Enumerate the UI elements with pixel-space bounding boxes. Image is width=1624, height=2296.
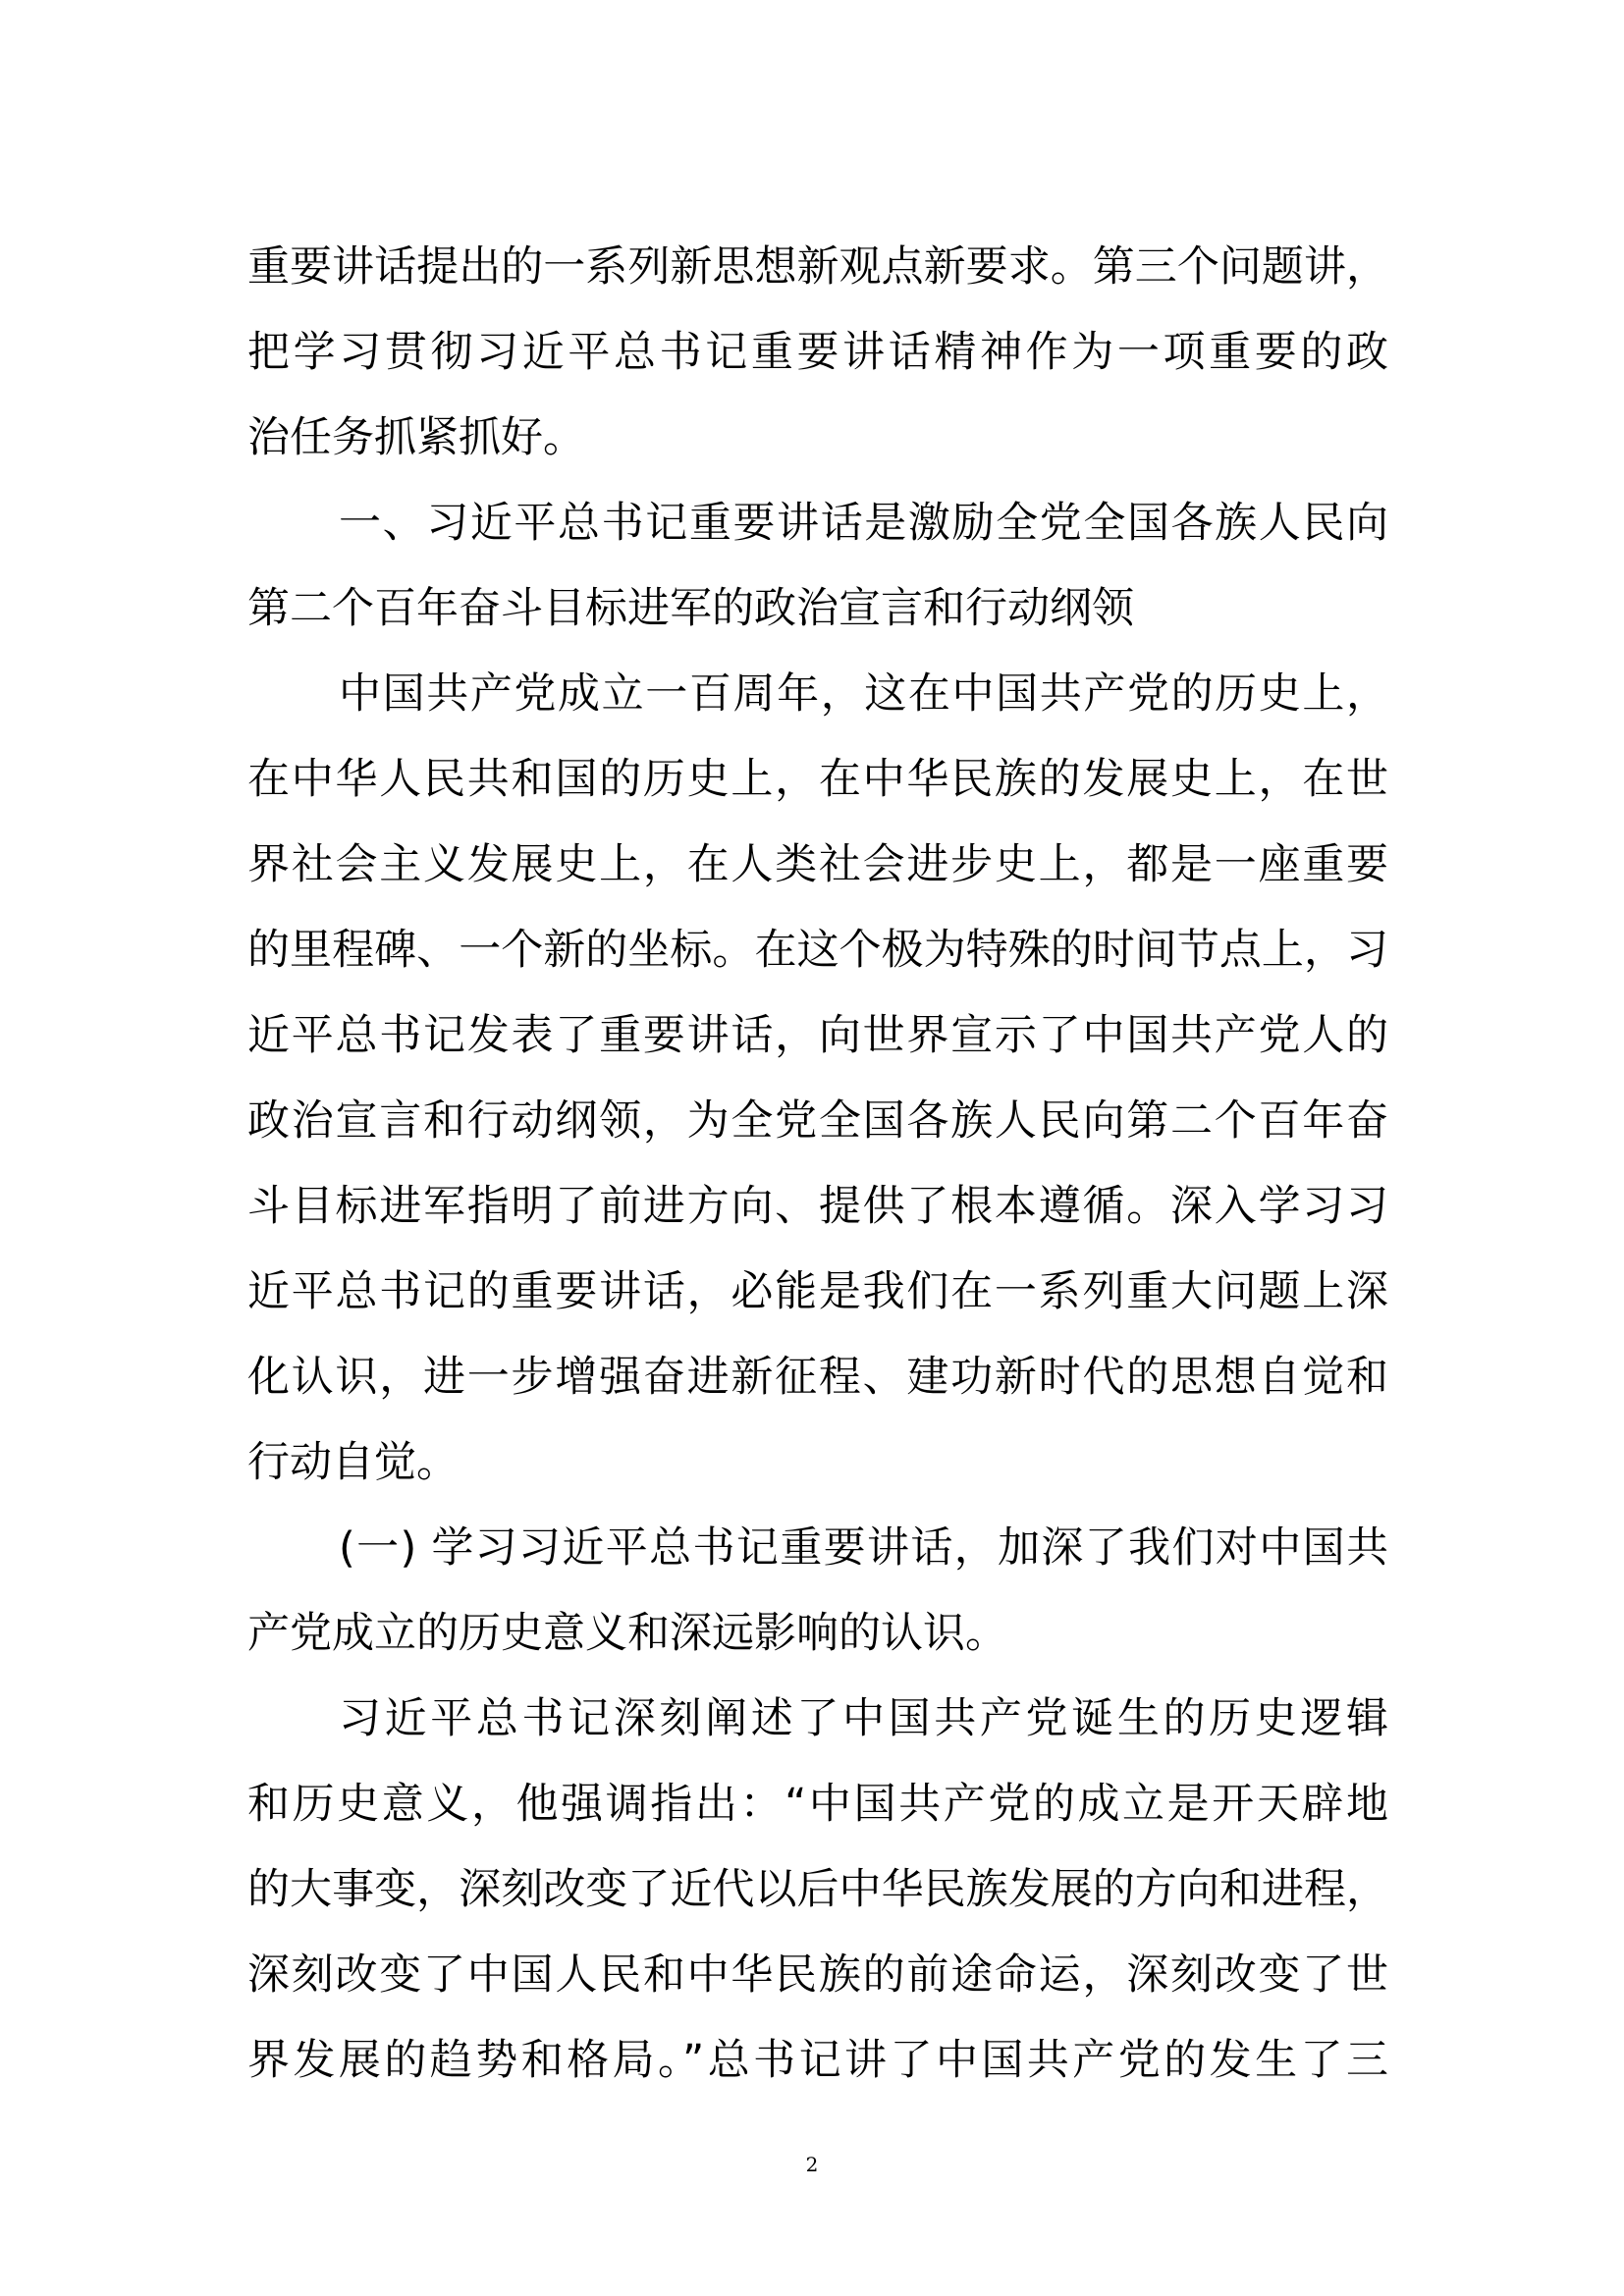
paragraph	[247, 1677, 1388, 2104]
document-body	[247, 225, 1388, 2104]
text-line: 和历史意义，他强调指出：“中国共产党的成立是开天辟地	[247, 1780, 1388, 1829]
text-line: 一、习近平总书记重要讲话是激励全党全国各族人民向	[339, 499, 1388, 548]
paragraph-continued	[247, 225, 1388, 481]
text-line: 行动自觉。	[247, 1438, 459, 1487]
text-line: 的大事变，深刻改变了近代以后中华民族发展的方向和进程，	[247, 1865, 1388, 1914]
text-line: 近平总书记的重要讲话，必能是我们在一系列重大问题上深	[247, 1267, 1388, 1316]
text-line: 政治宣言和行动纲领，为全党全国各族人民向第二个百年奋	[247, 1096, 1388, 1146]
text-line: 深刻改变了中国人民和中华民族的前途命运，深刻改变了世	[247, 1950, 1388, 2000]
text-line: 习近平总书记深刻阐述了中国共产党诞生的历史逻辑	[339, 1694, 1388, 1743]
page-number: 2	[805, 2153, 819, 2176]
text-line: 在中华人民共和国的历史上，在中华民族的发展史上，在世	[247, 755, 1388, 804]
paragraph	[247, 652, 1388, 1506]
text-line: 产党成立的历史意义和深远影响的认识。	[247, 1609, 1007, 1658]
text-line: 化认识，进一步增强奋进新征程、建功新时代的思想自觉和	[247, 1353, 1388, 1402]
text-line: 斗目标进军指明了前进方向、提供了根本遵循。深入学习习	[247, 1182, 1388, 1231]
text-line: 的里程碑、一个新的坐标。在这个极为特殊的时间节点上，习	[247, 926, 1388, 975]
text-line: 界发展的趋势和格局。”总书记讲了中国共产党的发生了三	[247, 2036, 1388, 2085]
text-line: (一) 学习习近平总书记重要讲话，加深了我们对中国共	[339, 1523, 1388, 1573]
section-heading	[247, 481, 1388, 652]
text-line: 把学习贯彻习近平总书记重要讲话精神作为一项重要的政	[247, 328, 1388, 377]
text-line: 治任务抓紧抓好。	[247, 413, 585, 462]
text-line: 近平总书记发表了重要讲话，向世界宣示了中国共产党人的	[247, 1011, 1388, 1060]
text-line: 重要讲话提出的一系列新思想新观点新要求。第三个问题讲，	[247, 242, 1388, 292]
text-line: 界社会主义发展史上，在人类社会进步史上，都是一座重要	[247, 840, 1388, 889]
subsection-heading	[247, 1506, 1388, 1677]
text-line: 第二个百年奋斗目标进军的政治宣言和行动纲领	[247, 584, 1134, 633]
text-line: 中国共产党成立一百周年，这在中国共产党的历史上，	[339, 669, 1388, 719]
